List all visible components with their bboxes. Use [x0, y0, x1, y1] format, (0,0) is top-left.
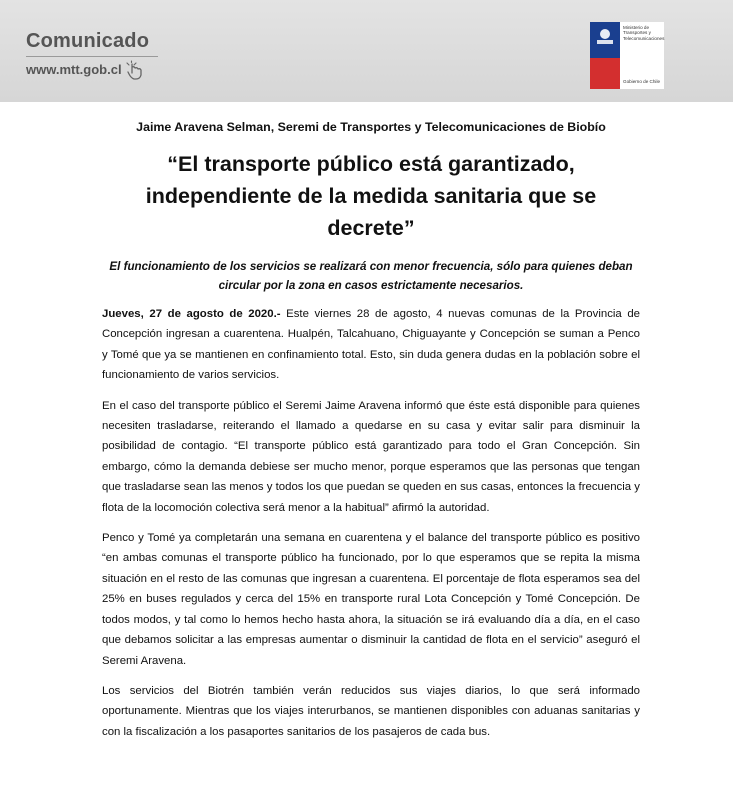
logo-government-text: Gobierno de Chile [623, 79, 661, 84]
pointing-hand-icon [124, 60, 146, 82]
logo-red-block [590, 58, 620, 89]
paragraph-1-text: Este viernes 28 de agosto, 4 nuevas comunas de la Provincia de Concepción ingresan a cuarentena. Hualpén, Talcahuano, Chiguayante y Concepción se suman a Penco y Tomé que ya se mantienen en confinamiento total. Esto, sin duda genera dudas en la población sobre el funcionamiento de varios servicios. [102, 308, 640, 382]
paragraph-2: En el caso del transporte público el Seremi Jaime Aravena informó que éste está disponible para quienes necesiten trasladarse, reiterando el llamado a quedarse en su casa y evitar salir para disminuir la posibilidad de contagio. “El transporte público está garantizado para todo el Gran Concepción. Sin embargo, cómo la demanda debiese ser mucho menor, porque esperamos que las personas que tengan que trasladarse sean las menos y todos los que puedan se queden en sus casas, entonces la frecuencia y flota de la locomoción colectiva será menor a la habitual” afirmó la autoridad. [102, 399, 640, 514]
logo-ministry-text: Ministerio de Transportes y Telecomunicaciones [623, 25, 665, 41]
paragraph-3: Penco y Tomé ya completarán una semana en cuarentena y el balance del transporte público es positivo “en ambas comunas el transporte público ha funcionado, por lo que esperamos que se repita la misma situación en el resto de las comunas que ingresan a cuarentena. El porcentaje de flota esperamos sea del 25% en buses regulados y cerca del 15% en transporte rural Lota Concepción y Tomé Concepción. De todos modos, y tal como lo hemos hecho hasta ahora, la situación se irá evaluando día a día, en el caso que debamos solicitar a las empresas aumentar o disminuir la cantidad de flota en el servicio” aseguró el Seremi Aravena. [102, 532, 640, 667]
headline: “El transporte público está garantizado, independiente de la medida sanitaria que se decrete” [145, 152, 597, 240]
coat-of-arms-icon [593, 25, 617, 49]
header-banner [0, 0, 733, 102]
website-link[interactable]: www.mtt.gob.cl [26, 62, 122, 77]
communique-title: Comunicado [26, 30, 150, 52]
paragraph-4: Los servicios del Biotrén también verán reducidos sus viajes diarios, lo que será informado oportunamente. Mientras que los viajes interurbanos, se mantienen disponibles con aduanas sanitarias y con la fiscalización a los pasaportes sanitarios de los pasajeros de cada bus. [102, 684, 640, 738]
paragraph-1 [102, 304, 640, 386]
dateline: Jueves, 27 de agosto de 2020.- [102, 308, 281, 320]
kicker: Jaime Aravena Selman, Seremi de Transportes y Telecomunicaciones de Biobío [136, 120, 606, 134]
press-release-body [102, 120, 640, 742]
government-logo [590, 22, 664, 89]
title-divider [26, 56, 158, 57]
subheadline: El funcionamiento de los servicios se realizará con menor frecuencia, sólo para quienes deban circular por la zona en casos estrictamente necesarios. [109, 260, 633, 292]
